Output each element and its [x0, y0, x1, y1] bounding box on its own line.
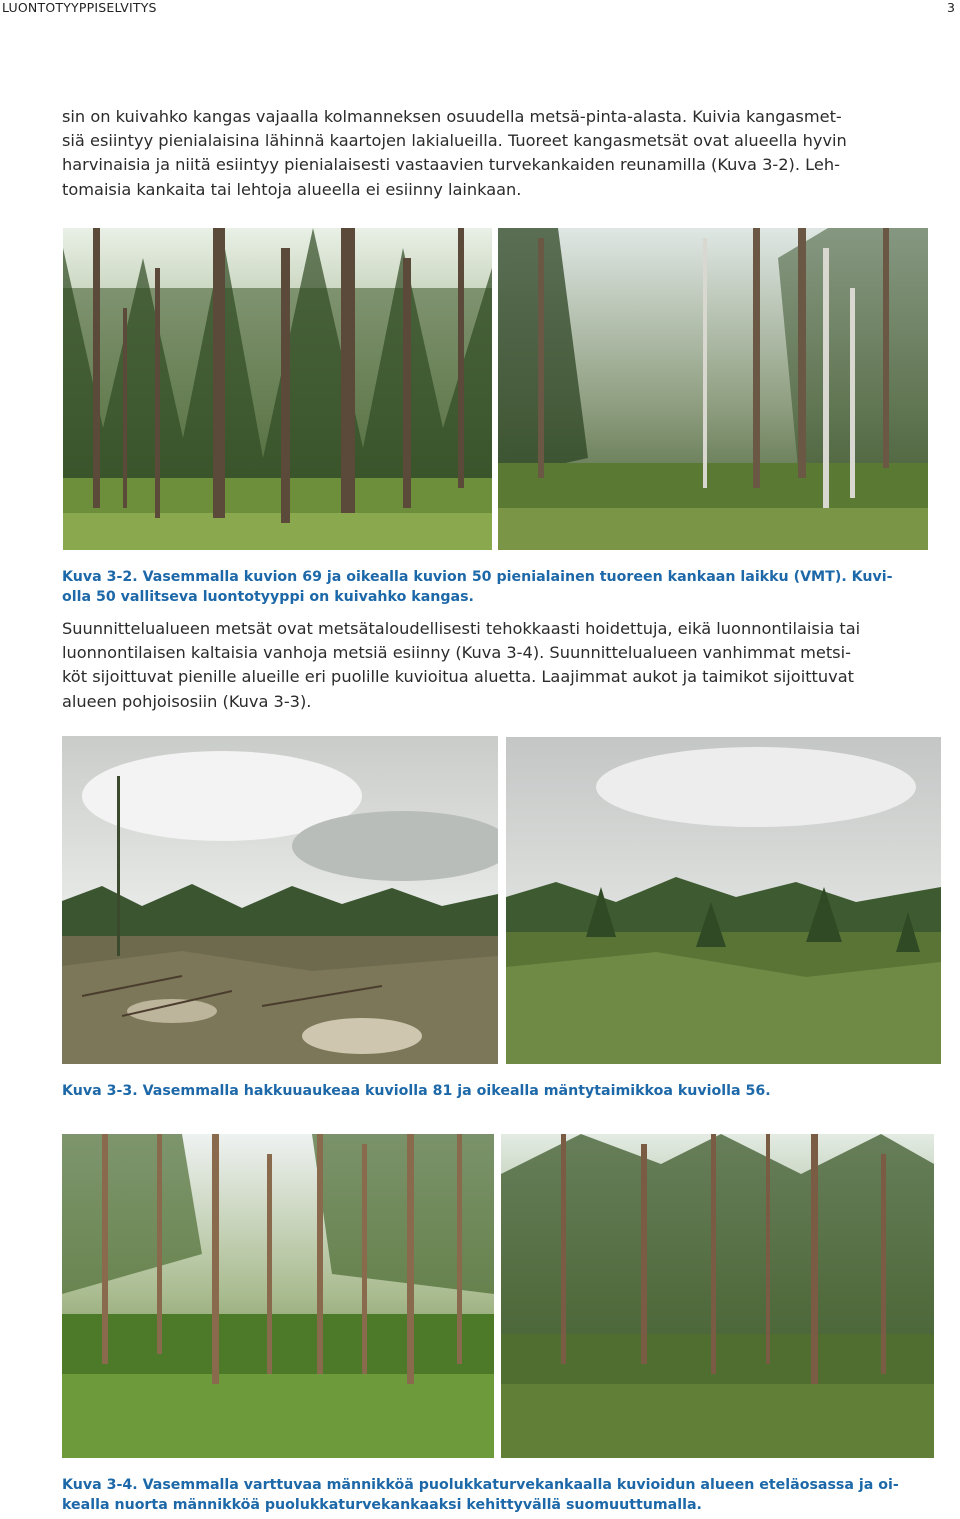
- young-pine-photo-drained-mire: [501, 1134, 934, 1458]
- caption-line: olla 50 vallitseva luontotyyppi on kuivahko kangas.: [62, 588, 474, 605]
- text-line: köt sijoittuvat pienille alueille eri puolille kuvioitua aluetta. Laajimmat aukot ja taimikot sijoittuvat: [62, 667, 854, 687]
- running-header: [0, 0, 960, 18]
- pine-stand-photo-south: [62, 1134, 494, 1458]
- caption-line: Kuva 3-4. Vasemmalla varttuvaa männikköä puolukkaturvekankaalla kuvioidun alueen eteläosassa ja oi-: [62, 1477, 899, 1493]
- forest-photo-kuvio-69: [63, 228, 492, 550]
- caption-line: kealla nuorta männikköä puolukkaturvekankaaksi kehittyvällä suomuuttumalla.: [62, 1496, 702, 1513]
- text-line: luonnontilaisen kaltaisia vanhoja metsiä esiinny (Kuva 3-4). Suunnittelualueen vanhimmat metsi-: [62, 643, 851, 663]
- figure-caption-kuva-3-3: [62, 1082, 952, 1102]
- caption-line: Kuva 3-3. Vasemmalla hakkuuaukeaa kuviolla 81 ja oikealla mäntytaimikkoa kuviolla 56.: [62, 1083, 771, 1099]
- seedling-stand-photo-kuvio-56: [506, 737, 941, 1064]
- body-paragraph-2: [62, 617, 957, 714]
- document-title: LUONTOTYYPPISELVITYS: [2, 0, 157, 15]
- page-number: 3: [947, 0, 955, 15]
- forest-photo-kuvio-50: [498, 228, 928, 550]
- text-line: Suunnittelualueen metsät ovat metsätaloudellisesti tehokkaasti hoidettuja, eikä luonnontilaisia tai: [62, 619, 861, 638]
- text-line: sin on kuivahko kangas vajaalla kolmanneksen osuudella metsä-pinta-alasta. Kuivia kangasmet-: [62, 107, 842, 126]
- text-line: alueen pohjoisosiin (Kuva 3-3).: [62, 691, 312, 711]
- text-line: tomaisia kankaita tai lehtoja alueella ei esiinny lainkaan.: [62, 179, 522, 199]
- figure-caption-kuva-3-4: [62, 1476, 952, 1515]
- caption-line: Kuva 3-2. Vasemmalla kuvion 69 ja oikealla kuvion 50 pienialainen tuoreen kankaan laikku (VMT). Kuvi-: [62, 569, 893, 585]
- body-paragraph-1: [62, 105, 957, 202]
- clearcut-photo-kuvio-81: [62, 736, 498, 1064]
- text-line: siä esiintyy pienialaisina lähinnä kaartojen lakialueilla. Tuoreet kangasmetsät ovat alueella hyvin: [62, 131, 847, 151]
- figure-caption-kuva-3-2: [62, 568, 952, 607]
- text-line: harvinaisia ja niitä esiintyy pienialaisesti vastaavien turvekankaiden reunamilla (Kuva 3-2). Leh-: [62, 155, 840, 175]
